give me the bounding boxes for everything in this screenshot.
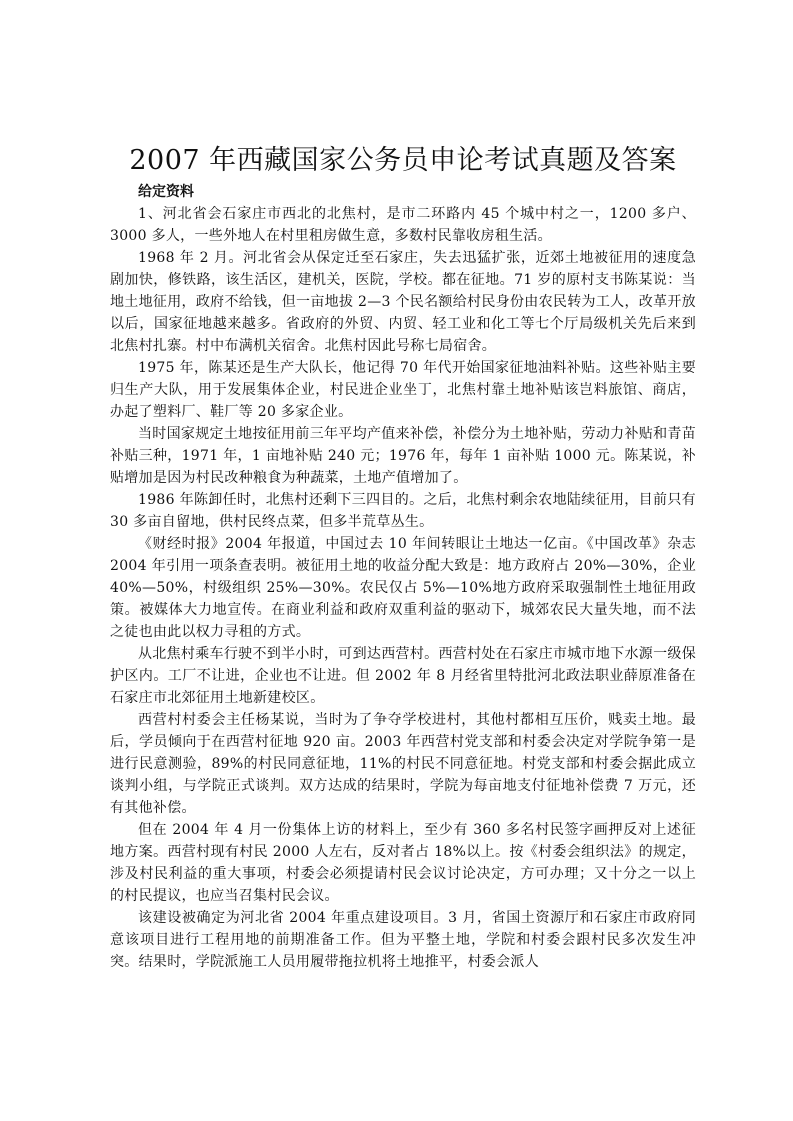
- paragraph: 西营村村委会主任杨某说，当时为了争夺学校进村，其他村都相互压价，贱卖土地。最后，学员倾向于在西营村征地 920 亩。2003 年西营村党支部和村委会决定对学院争第一是进行民意测验，89%的村民同意征地，11%的村民不同意征地。村党支部和村委会据此成立谈判小组，与学院正式谈判。双方达成的结果时，学院为每亩地支付征地补偿费 7 万元，还有其他补偿。: [110, 712, 696, 816]
- paragraph: 但在 2004 年 4 月一份集体上访的材料上，至少有 360 多名村民签字画押反对上述征地方案。西营村现有村民 2000 人左右，反对者占 18%以上。按《村委会组织法》的规定，涉及村民利益的重大事项，村委会必须提请村民会议讨论决定，方可办理；又十分之一以上的村民提议，也应当召集村民会议。: [110, 822, 696, 904]
- paragraph: 1968 年 2 月。河北省会从保定迁至石家庄，失去迅猛扩张，近郊土地被征用的速度急剧加快，修铁路，该生活区，建机关，医院，学校。都在征地。71 岁的原村支书陈某说：当地土地征用，政府不给钱，但一亩地拔 2—3 个民名额给村民身份由农民转为工人，改革开放以后，国家征地越来越多。省政府的外贸、内贸、轻工业和化工等七个厅局级机关先后来到北焦村扎寨。村中布满机关宿舍。北焦村因此号称七局宿舍。: [110, 250, 696, 354]
- document-body: [110, 203, 696, 973]
- document-page: [110, 143, 696, 973]
- paragraph: 1986 年陈卸任时，北焦村还剩下三四目的。之后，北焦村剩余农地陆续征用，目前只有 30 多亩自留地，供村民终点菜，但多半荒草丛生。: [110, 492, 696, 530]
- section-heading: 给定资料: [138, 184, 194, 200]
- paragraph: 当时国家规定土地按征用前三年平均产值来补偿，补偿分为土地补贴，劳动力补贴和青苗补贴三种，1971 年，1 亩地补贴 240 元；1976 年，每年 1 亩补贴 1000 元。陈某说，补贴增加是因为村民改种粮食为种蔬菜，土地产值增加了。: [110, 426, 696, 486]
- paragraph: 从北焦村乘车行驶不到半小时，可到达西营村。西营村处在石家庄市城市地下水源一级保护区内。工厂不让进，企业也不让进。但 2002 年 8 月经省里特批河北政法职业薛原准备在石家庄市北郊征用土地新建校区。: [110, 646, 696, 706]
- paragraph: 1、河北省会石家庄市西北的北焦村，是市二环路内 45 个城中村之一，1200 多户、3000 多人，一些外地人在村里租房做生意，多数村民靠收房租生活。: [110, 206, 696, 244]
- paragraph: 1975 年，陈某还是生产大队长，他记得 70 年代开始国家征地油料补贴。这些补贴主要归生产大队，用于发展集体企业，村民进企业坐丁，北焦村靠土地补贴该岂料旅馆、商店，办起了塑料厂、鞋厂等 20 多家企业。: [110, 360, 696, 420]
- document-title: 2007 年西藏国家公务员申论考试真题及答案: [129, 145, 677, 176]
- paragraph: 《财经时报》2004 年报道，中国过去 10 年间转眼让土地达一亿亩。《中国改革》杂志 2004 年引用一项条查表明。被征用土地的收益分配大致是：地方政府占 20%—30%，企业 40%—50%，村级组织 25%—30%。农民仅占 5%—10%地方政府采取强制性土地征用政策。被媒体大力地宣传。在商业利益和政府双重利益的驱动下，城郊农民大量失地，而不法之徒也由此以权力寻租的方式。: [110, 536, 696, 640]
- paragraph: 该建设被确定为河北省 2004 年重点建设项目。3 月，省国土资源厅和石家庄市政府同意该项目进行工程用地的前期准备工作。但为平整土地，学院和村委会跟村民多次发生冲突。结果时，学院派施工人员用履带拖拉机将土地推平，村委会派人: [110, 910, 696, 970]
